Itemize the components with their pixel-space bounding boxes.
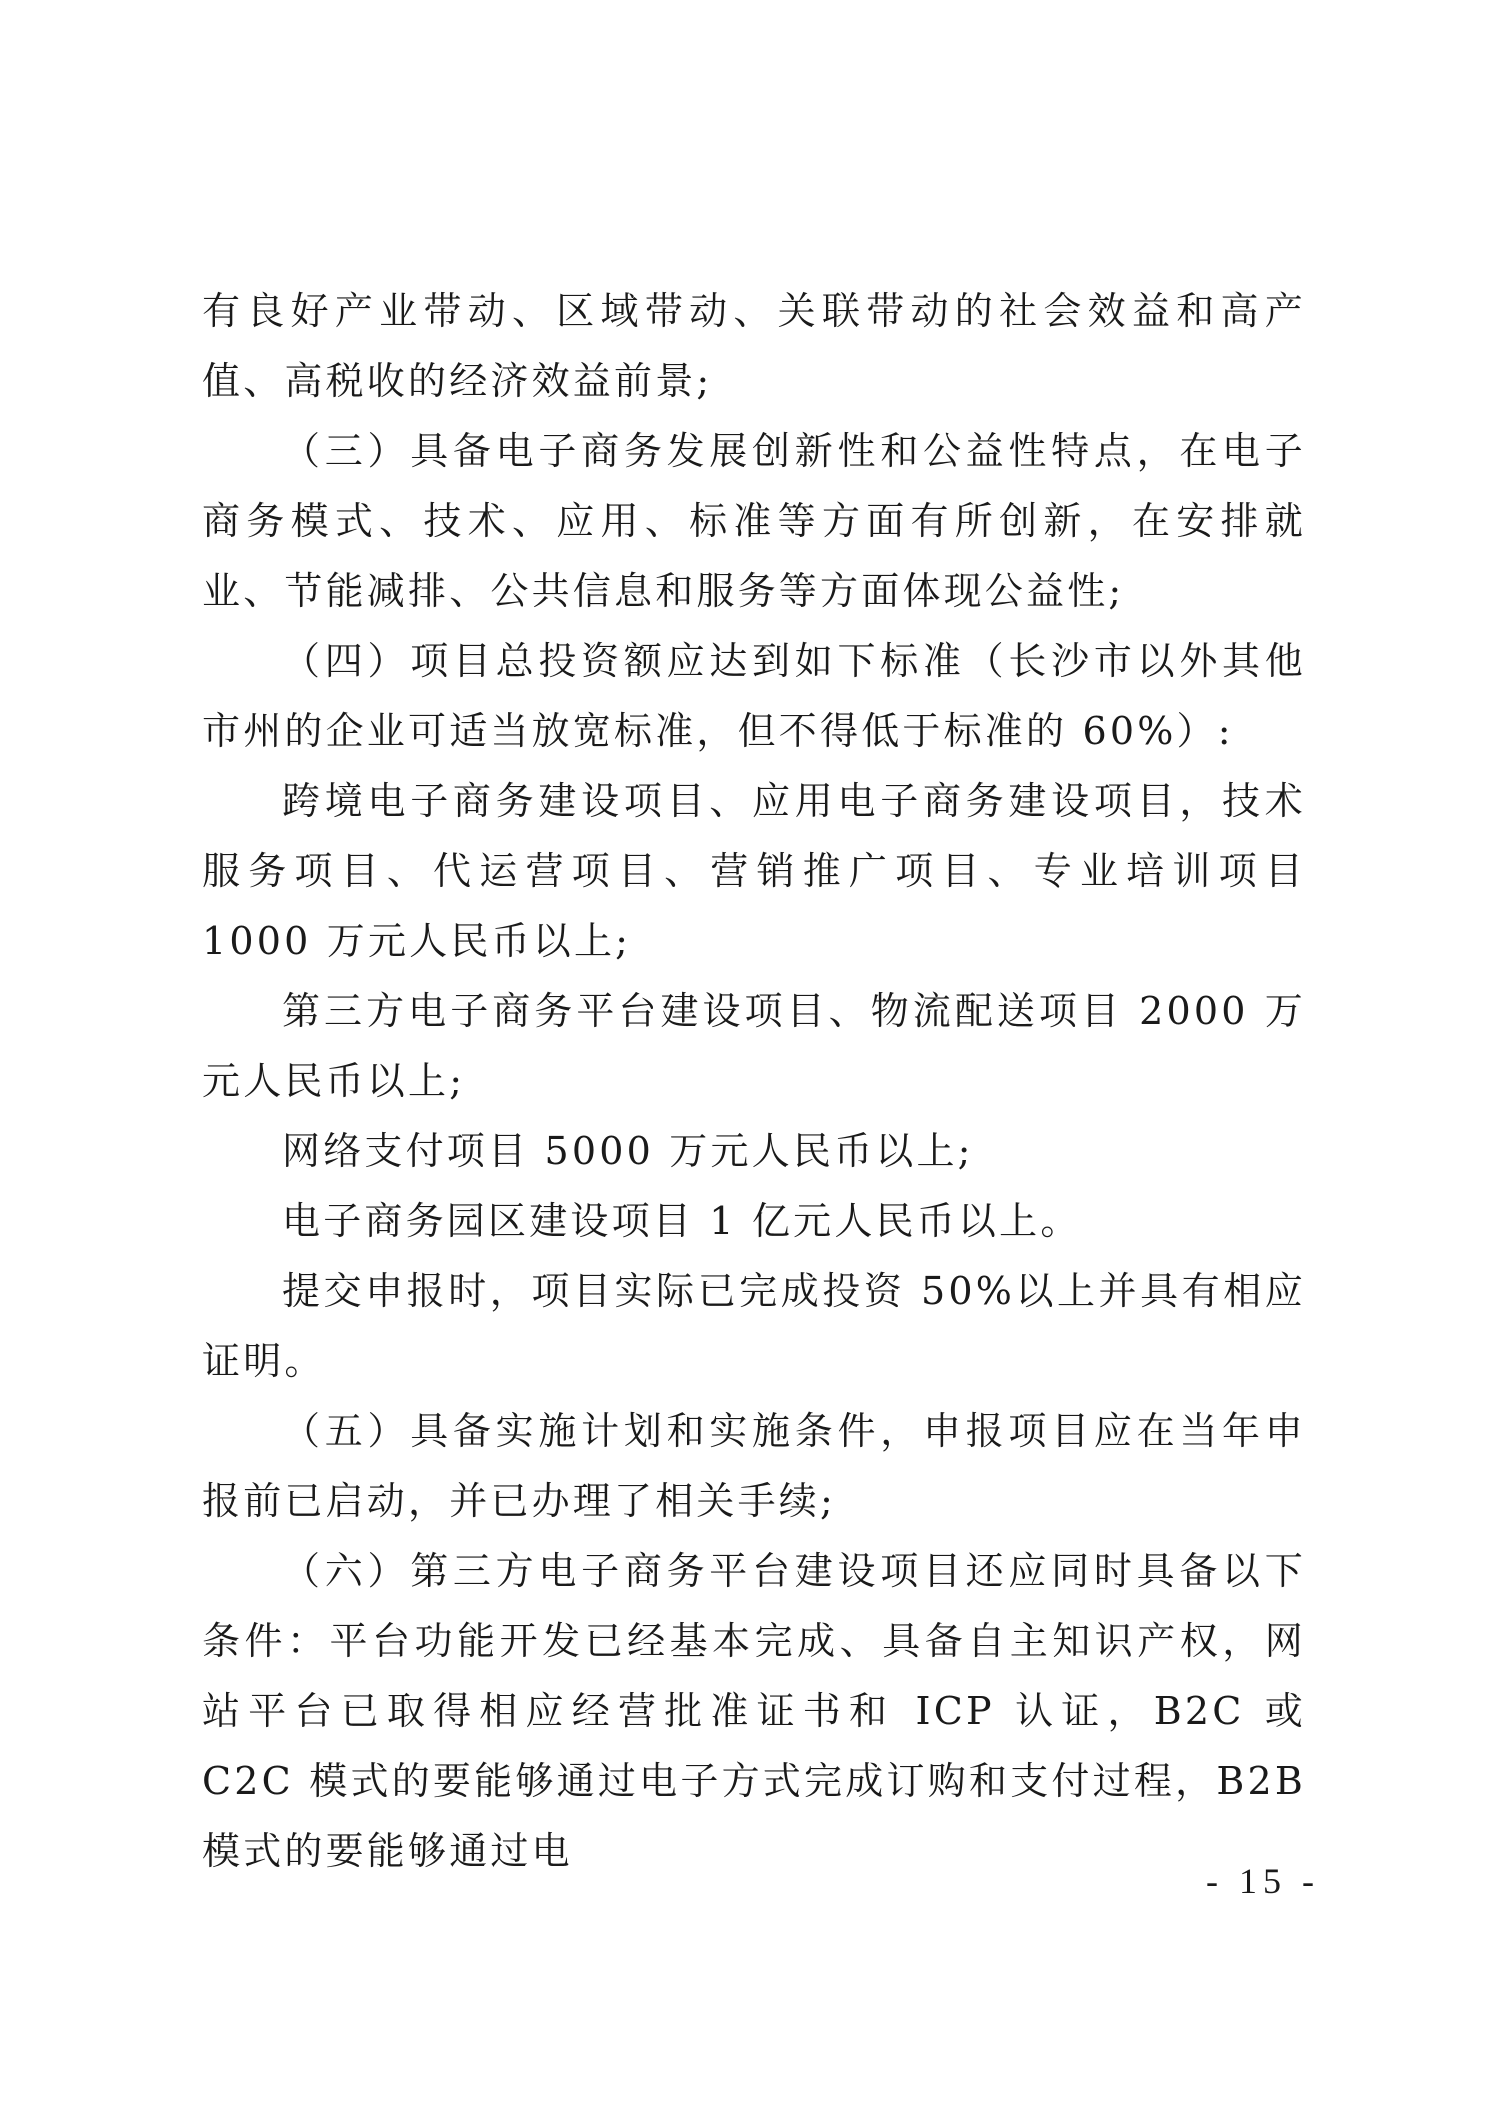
body-text bbox=[202, 276, 1306, 1886]
page-number: - 15 - bbox=[1206, 1861, 1320, 1901]
paragraph-item-six: （六）第三方电子商务平台建设项目还应同时具备以下条件：平台功能开发已经基本完成、具备自主知识产权，网站平台已取得相应经营批准证书和 ICP 认证，B2C 或 C2C 模式的要能够通过电子方式完成订购和支付过程，B2B 模式的要能够通过电 bbox=[202, 1549, 1306, 1873]
paragraph-platform-logistics: 第三方电子商务平台建设项目、物流配送项目 2000 万元人民币以上; bbox=[202, 989, 1306, 1103]
paragraph-payment-projects: 网络支付项目 5000 万元人民币以上; bbox=[282, 1129, 974, 1173]
paragraph-item-four: （四）项目总投资额应达到如下标准（长沙市以外其他市州的企业可适当放宽标准，但不得低于标准的 60%）: bbox=[202, 639, 1306, 753]
paragraph-submission-investment: 提交申报时，项目实际已完成投资 50%以上并具有相应证明。 bbox=[202, 1269, 1306, 1383]
paragraph-item-five: （五）具备实施计划和实施条件，申报项目应在当年申报前已启动，并已办理了相关手续; bbox=[202, 1409, 1306, 1523]
paragraph-benefits-continuation: 有良好产业带动、区域带动、关联带动的社会效益和高产值、高税收的经济效益前景; bbox=[202, 289, 1306, 403]
paragraph-park-projects: 电子商务园区建设项目 1 亿元人民币以上。 bbox=[282, 1199, 1082, 1243]
paragraph-crossborder-projects: 跨境电子商务建设项目、应用电子商务建设项目，技术服务项目、代运营项目、营销推广项目、专业培训项目 1000 万元人民币以上; bbox=[202, 779, 1306, 963]
paragraph-item-three: （三）具备电子商务发展创新性和公益性特点，在电子商务模式、技术、应用、标准等方面有所创新，在安排就业、节能减排、公共信息和服务等方面体现公益性; bbox=[202, 429, 1306, 613]
